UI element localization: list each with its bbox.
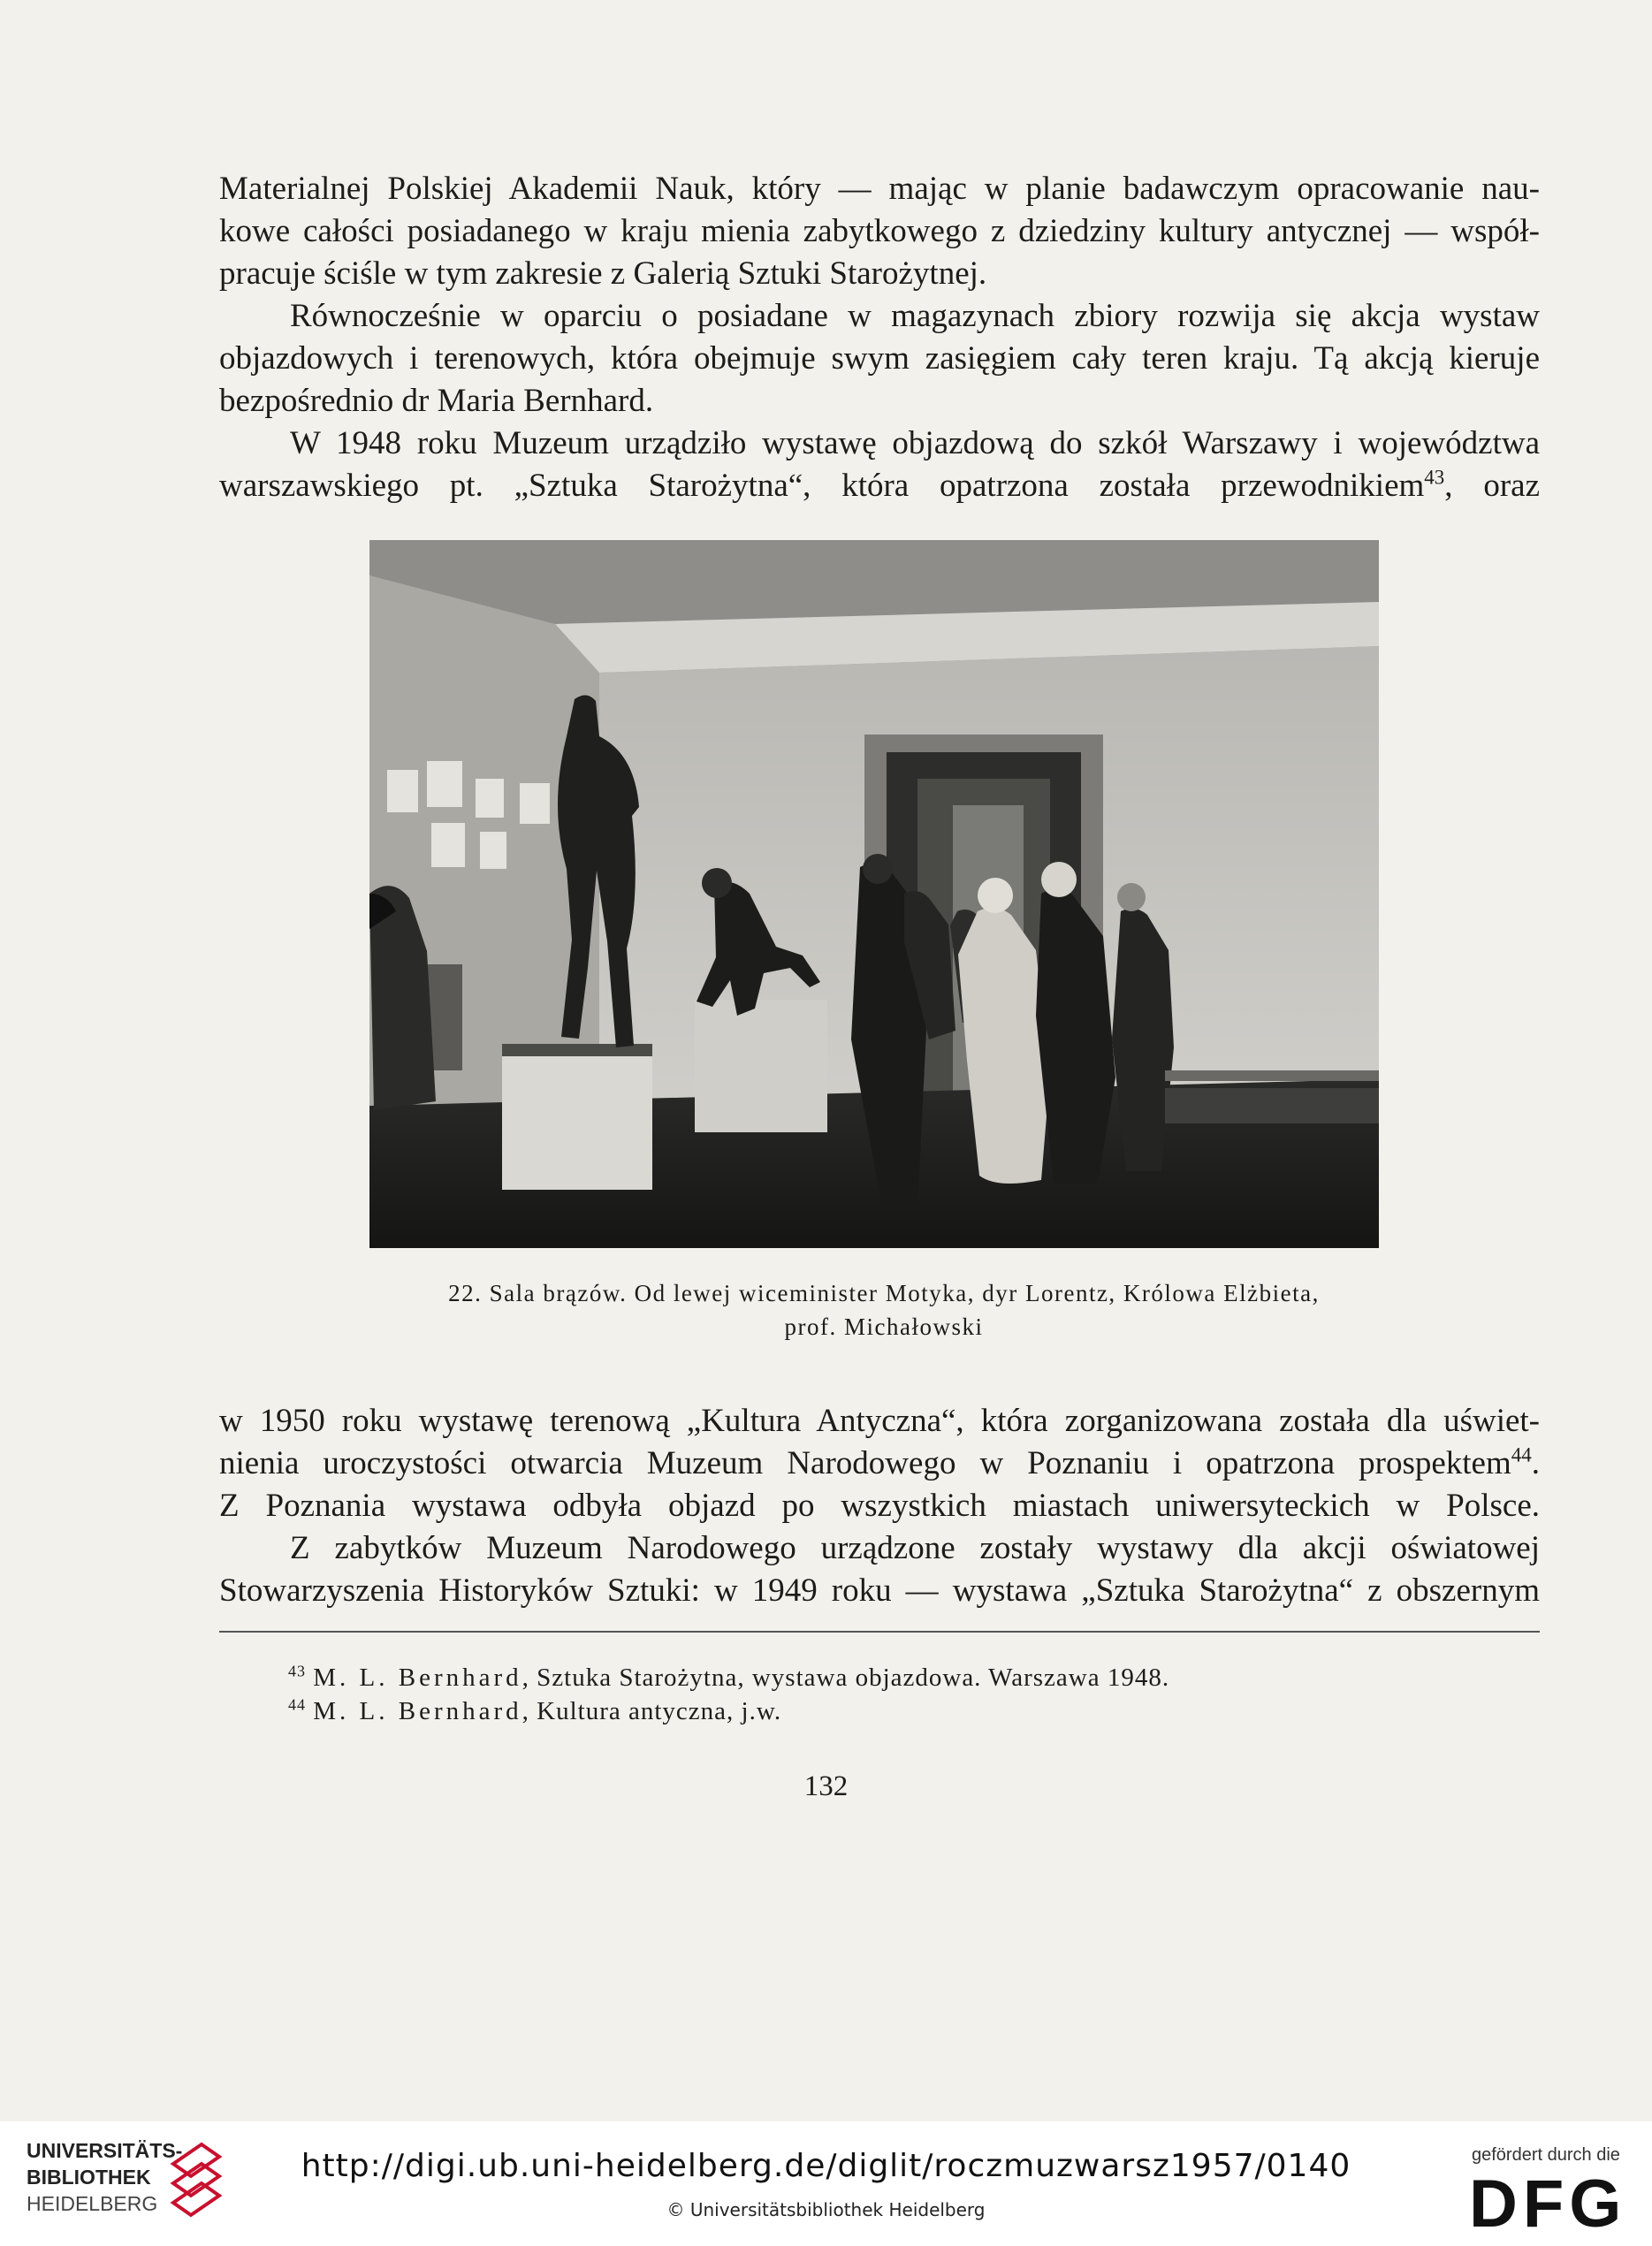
footnote-divider [219,1631,1540,1633]
text-segment: nienia uroczystości otwarcia Muzeum Narodowego w Poznaniu i opatrzona prospektem [219,1445,1511,1481]
text-line: w 1950 roku wystawę terenową „Kultura Antyczna“, która zorganizowana została dla uświet- [219,1403,1540,1439]
text-line: Równocześnie w oparciu o posiadane w magazynach zbiory rozwija się akcja wystaw [290,298,1540,334]
page-number: 132 [803,1770,849,1802]
funding-note: gefördert durch die [1472,2145,1620,2165]
footnote-number: 44 [288,1695,306,1714]
figure-caption: 22. Sala brązów. Od lewej wiceminister Motyka, dyr Lorentz, Królowa Elżbieta, [448,1280,1320,1306]
text-segment: warszawskiego pt. „Sztuka Starożytna“, która opatrzona została przewodnikiem [219,468,1425,504]
footnote-44 [288,1697,781,1726]
library-name-line: UNIVERSITÄTS- [27,2139,183,2162]
paragraph-5 [219,1527,1540,1612]
paragraph-2 [219,295,1540,423]
paragraph-4 [219,1400,1540,1527]
text-line: objazdowych i terenowych, która obejmuje swym zasięgiem cały teren kraju. Tą akcją kieruje [219,340,1540,377]
footnote-text: , Sztuka Starożytna, wystawa objazdowa. Warszawa 1948. [521,1664,1170,1692]
footnote-text: , Kultura antyczna, j.w. [521,1697,782,1725]
dfg-logo[interactable]: DFG [1469,2166,1627,2242]
library-name-line: HEIDELBERG [27,2192,158,2215]
paragraph-1 [219,168,1540,295]
footnote-ref-44[interactable]: 44 [1511,1443,1532,1466]
figure-caption: prof. Michałowski [784,1313,984,1340]
text-line [219,465,1540,507]
text-line: W 1948 roku Muzeum urządziło wystawę objazdową do szkół Warszawy i województwa [290,425,1540,461]
permalink-url[interactable]: http://digi.ub.uni-heidelberg.de/diglit/roczmuzwarsz1957/0140 [301,2148,1351,2184]
copyright-notice: © Universitätsbibliothek Heidelberg [666,2199,986,2220]
text-line: Z Poznania wystawa odbyła objazd po wszystkich miastach uniwersyteckich w Polsce. [219,1488,1540,1524]
text-line: Materialnej Polskiej Akademii Nauk, który — mając w planie badawczym opracowanie nau- [219,171,1540,207]
text-line: pracuje ściśle w tym zakresie z Galerią Sztuki Starożytnej. [219,255,987,292]
footnote-number: 43 [288,1662,306,1680]
text-line [219,1443,1540,1485]
footnote-ref-43[interactable]: 43 [1424,466,1445,489]
text-line: bezpośrednio dr Maria Bernhard. [219,383,654,419]
paragraph-3 [219,423,1540,507]
library-name-line: BIBLIOTHEK [27,2166,151,2189]
text-segment: , oraz [1444,468,1540,504]
footnote-author: M. L. Bernhard [313,1697,522,1725]
text-line: kowe całości posiadanego w kraju mienia zabytkowego z dziedziny kultury antycznej — współ- [219,213,1540,249]
text-line: Z zabytków Muzeum Narodowego urządzone zostały wystawy dla akcji oświatowej [290,1530,1540,1566]
text-segment: . [1531,1445,1540,1481]
text-line: Stowarzyszenia Historyków Sztuki: w 1949 roku — wystawa „Sztuka Starożytna“ z obszernym [219,1572,1540,1609]
footnote-author: M. L. Bernhard [313,1664,522,1692]
gallery-photo [369,540,1379,1248]
footnote-43 [288,1664,1169,1693]
